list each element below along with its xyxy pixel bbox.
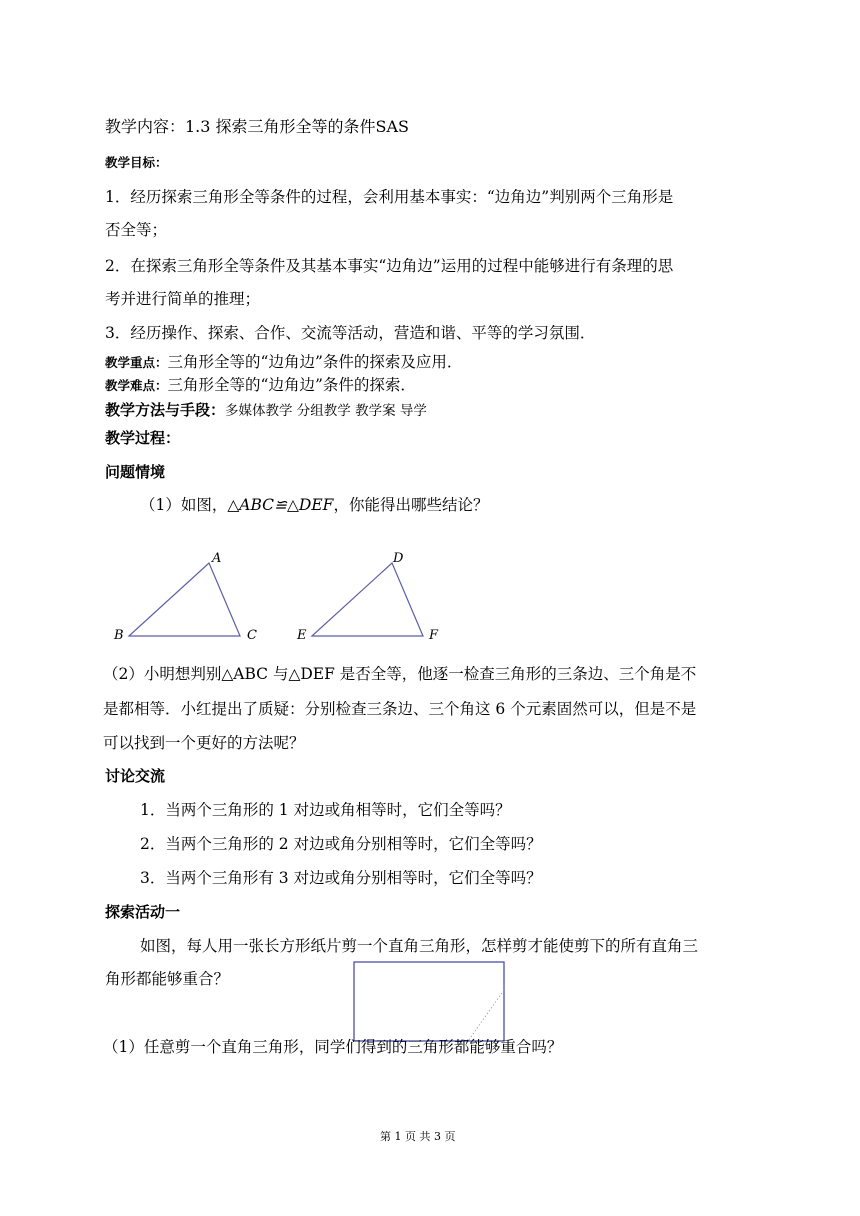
label-E: E — [297, 628, 307, 643]
question-1-prefix: （1）如图， — [140, 496, 228, 514]
activity-line-2: 角形都能够重合？ — [105, 970, 230, 988]
methods-text: 多媒体教学 分组教学 教学案 导学 — [225, 403, 427, 419]
methods-label: 教学方法与手段： — [105, 401, 226, 419]
label-C: C — [247, 628, 257, 643]
paper-cut-line — [468, 990, 504, 1041]
objective-line-1: 1．经历探索三角形全等条件的过程，会利用基本事实：“边角边”判别两个三角形是 — [105, 188, 674, 206]
objective-line-4: 考并进行简单的推理； — [105, 290, 261, 308]
label-D: D — [393, 551, 404, 566]
paper-rectangle — [354, 962, 504, 1041]
question-2-line-2: 是都相等．小红提出了质疑：分别检查三条边、三个角这 6 个元素固然可以，但是不是 — [103, 700, 697, 718]
page-footer: 第 1 页 共 3 页 — [380, 1130, 456, 1143]
page-title: 教学内容：1.3 探索三角形全等的条件SAS — [105, 117, 410, 136]
activity-heading: 探索活动一 — [105, 903, 181, 921]
activity-question-1: （1）任意剪一个直角三角形，同学们得到的三角形都能够重合吗？ — [103, 1038, 563, 1056]
objective-line-5: 3．经历操作、探索、合作、交流等活动，营造和谐、平等的学习氛围． — [105, 324, 596, 342]
question-1-suffix: ，你能得出哪些结论？ — [333, 496, 489, 514]
label-A: A — [212, 551, 222, 566]
activity-line-1: 如图，每人用一张长方形纸片剪一个直角三角形，怎样剪才能使剪下的所有直角三 — [140, 937, 699, 955]
difficulty-label: 教学难点： — [105, 378, 168, 393]
process-heading: 教学过程： — [105, 429, 181, 447]
question-2-line-1: （2）小明想判别△ABC 与△DEF 是否全等，他逐一检查三角形的三条边、三个角是不 — [103, 665, 697, 683]
difficulty-text: 三角形全等的“边角边”条件的探索． — [167, 376, 416, 394]
situation-heading: 问题情境 — [105, 463, 166, 481]
key-point-label: 教学重点： — [105, 355, 168, 370]
objective-line-2: 否全等； — [105, 221, 168, 239]
discussion-item-1: 1．当两个三角形的 1 对边或角相等时，它们全等吗？ — [140, 801, 511, 819]
label-F: F — [429, 628, 439, 643]
question-1-math: △ABC≌△DEF — [227, 496, 334, 514]
discussion-item-3: 3．当两个三角形有 3 对边或角分别相等时，它们全等吗？ — [140, 869, 542, 887]
triangle-def — [312, 563, 423, 636]
triangle-abc — [129, 563, 240, 636]
objective-line-3: 2．在探索三角形全等条件及其基本事实“边角边”运用的过程中能够进行有条理的思 — [105, 257, 674, 275]
key-point-text: 三角形全等的“边角边”条件的探索及应用． — [167, 353, 463, 371]
objectives-heading: 教学目标： — [105, 155, 168, 170]
discussion-item-2: 2．当两个三角形的 2 对边或角分别相等时，它们全等吗？ — [140, 835, 542, 853]
label-B: B — [114, 628, 124, 643]
question-2-line-3: 可以找到一个更好的方法呢？ — [103, 734, 305, 752]
discussion-heading: 讨论交流 — [105, 767, 166, 785]
